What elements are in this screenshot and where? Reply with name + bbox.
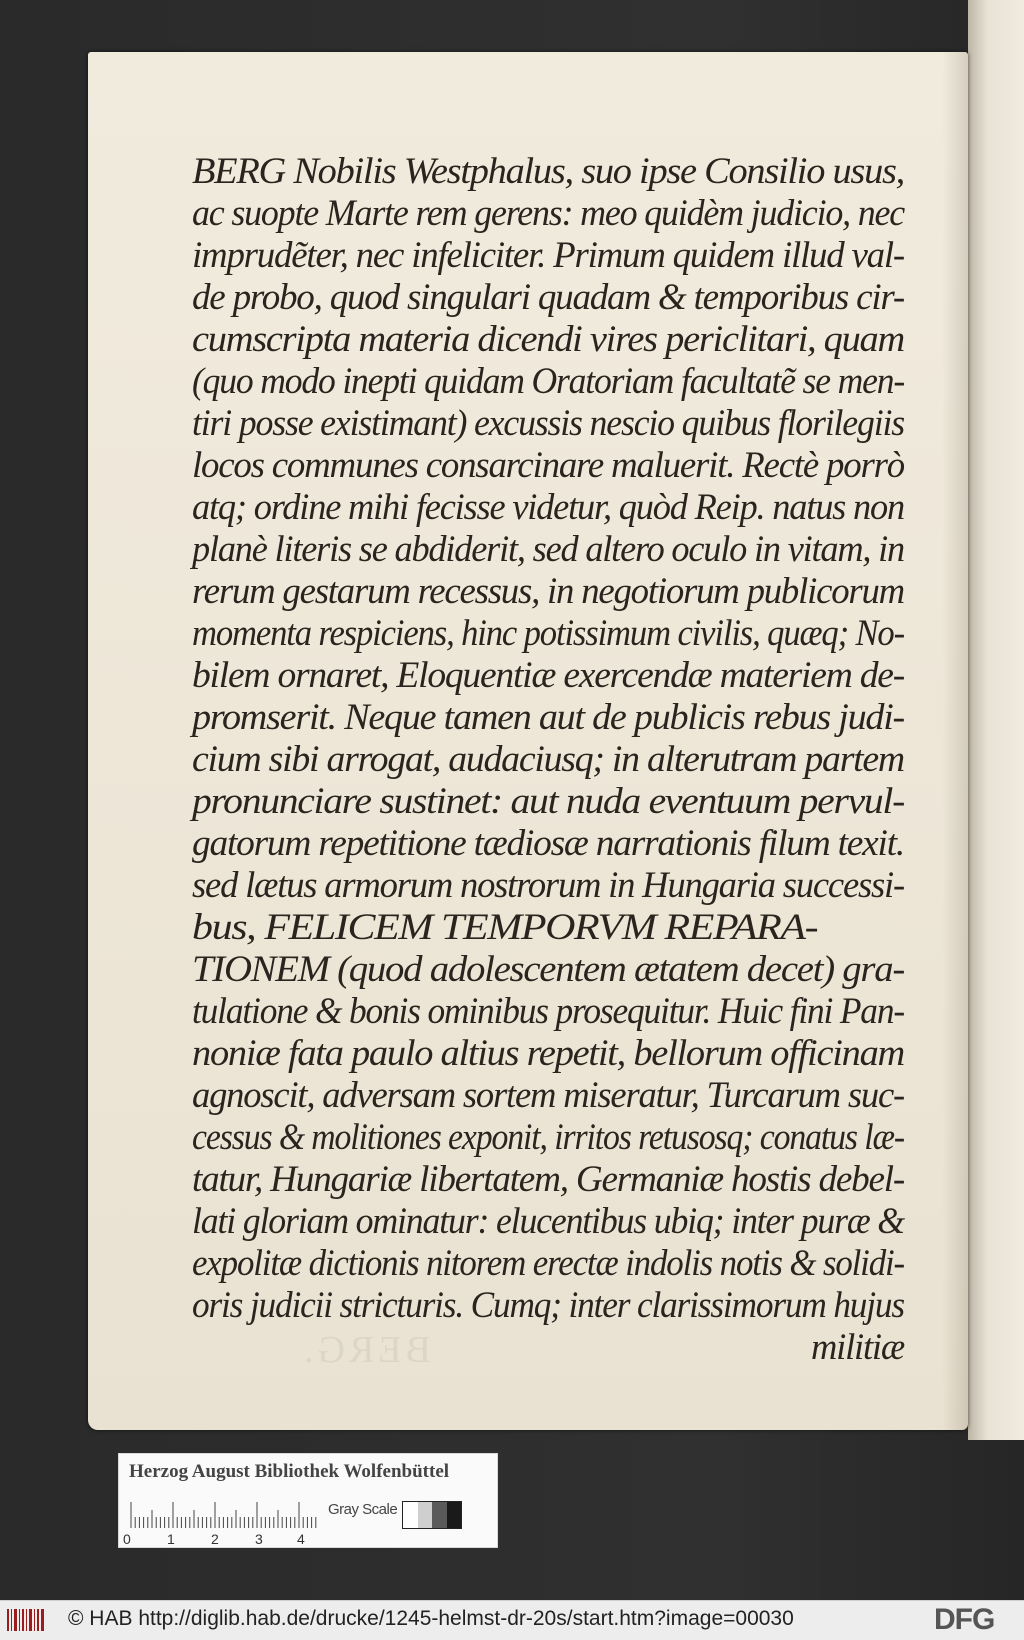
- text-line: atq; ordine mihi fecisse videtur, quòd Reip. natus non: [192, 486, 905, 527]
- text-line: expolitæ dictionis nitorem erectæ indolis notis & solidi-: [192, 1242, 905, 1283]
- scale-number: 0: [123, 1531, 131, 1547]
- footer-copyright-url[interactable]: © HAB http://diglib.hab.de/drucke/1245-helmst-dr-20s/start.htm?image=00030: [68, 1607, 794, 1630]
- text-line: oris judicii stricturis. Cumq; inter clarissimorum hujus: [192, 1284, 904, 1325]
- show-through-text: BERG.: [300, 1329, 431, 1371]
- text-line: gatorum repetitione tædiosæ narrationis filum texit.: [192, 822, 905, 863]
- text-line: cessus & molitiones exponit, irritos retusosq; conatus læ-: [192, 1116, 904, 1157]
- dfg-logo: DFG: [934, 1603, 995, 1636]
- hab-barcode-logo-icon: [6, 1607, 46, 1633]
- text-line: BERG Nobilis Westphalus, suo ipse Consilio usus,: [192, 150, 905, 191]
- ruler-scale: [129, 1502, 317, 1528]
- text-line: planè literis se abdiderit, sed altero oculo in vitam, in: [192, 528, 904, 569]
- text-line: ac suopte Marte rem gerens: meo quidèm judicio, nec: [192, 192, 905, 233]
- scale-number: 3: [255, 1531, 263, 1547]
- text-line: cumscripta materia dicendi vires periclitari, quam: [192, 318, 904, 359]
- text-line: promserit. Neque tamen aut de publicis rebus judi-: [192, 696, 905, 737]
- text-line: de probo, quod singulari quadam & temporibus cir-: [192, 276, 905, 317]
- text-line: agnoscit, adversam sortem miseratur, Turcarum suc-: [192, 1074, 904, 1115]
- text-line: pronunciare sustinet: aut nuda eventuum pervul-: [192, 780, 904, 821]
- page-text: [192, 150, 952, 1368]
- text-line: tulatione & bonis ominibus prosequitur. Huic fini Pan-: [192, 990, 904, 1031]
- text-line: imprudẽter, nec infeliciter. Primum quidem illud val-: [192, 234, 904, 275]
- text-line: bus, FELICEM TEMPORVM REPARA-: [192, 906, 818, 947]
- text-line: lati gloriam ominatur: elucentibus ubiq; inter puræ &: [192, 1200, 904, 1241]
- text-line: tiri posse existimant) excussis nescio quibus florilegiis: [192, 402, 904, 443]
- scale-number: 1: [167, 1531, 175, 1547]
- scale-number: 2: [211, 1531, 219, 1547]
- gray-swatch: [447, 1502, 462, 1528]
- gray-scale-swatches: [402, 1501, 462, 1529]
- gray-swatch: [403, 1502, 418, 1528]
- text-line: TIONEM (quod adolescentem ætatem decet) gra-: [192, 948, 905, 989]
- text-line: sed lætus armorum nostrorum in Hungaria successi-: [192, 864, 905, 905]
- text-line: tatur, Hungariæ libertatem, Germaniæ hostis debel-: [192, 1158, 904, 1199]
- text-line: locos communes consarcinare maluerit. Rectè porrò: [192, 444, 904, 485]
- gray-scale-label: Gray Scale: [328, 1501, 398, 1518]
- gray-swatch: [418, 1502, 433, 1528]
- text-line: noniæ fata paulo altius repetit, bellorum officinam: [192, 1032, 905, 1073]
- text-line: rerum gestarum recessus, in negotiorum publicorum: [192, 570, 905, 611]
- text-line: (quo modo inepti quidam Oratoriam facultatẽ se men-: [192, 360, 905, 401]
- text-line: bilem ornaret, Eloquentiæ exercendæ materiem de-: [192, 654, 905, 695]
- card-title: Herzog August Bibliothek Wolfenbüttel: [129, 1461, 450, 1482]
- text-line: cium sibi arrogat, audaciusq; in alterutram partem: [192, 738, 904, 779]
- footer-bar: [0, 1600, 1024, 1640]
- color-reference-card: [118, 1453, 498, 1548]
- scale-number: 4: [297, 1531, 305, 1547]
- gray-swatch: [432, 1502, 447, 1528]
- text-line: momenta respiciens, hinc potissimum civilis, quæq; No-: [192, 612, 904, 653]
- catchword: militiæ: [810, 1326, 904, 1367]
